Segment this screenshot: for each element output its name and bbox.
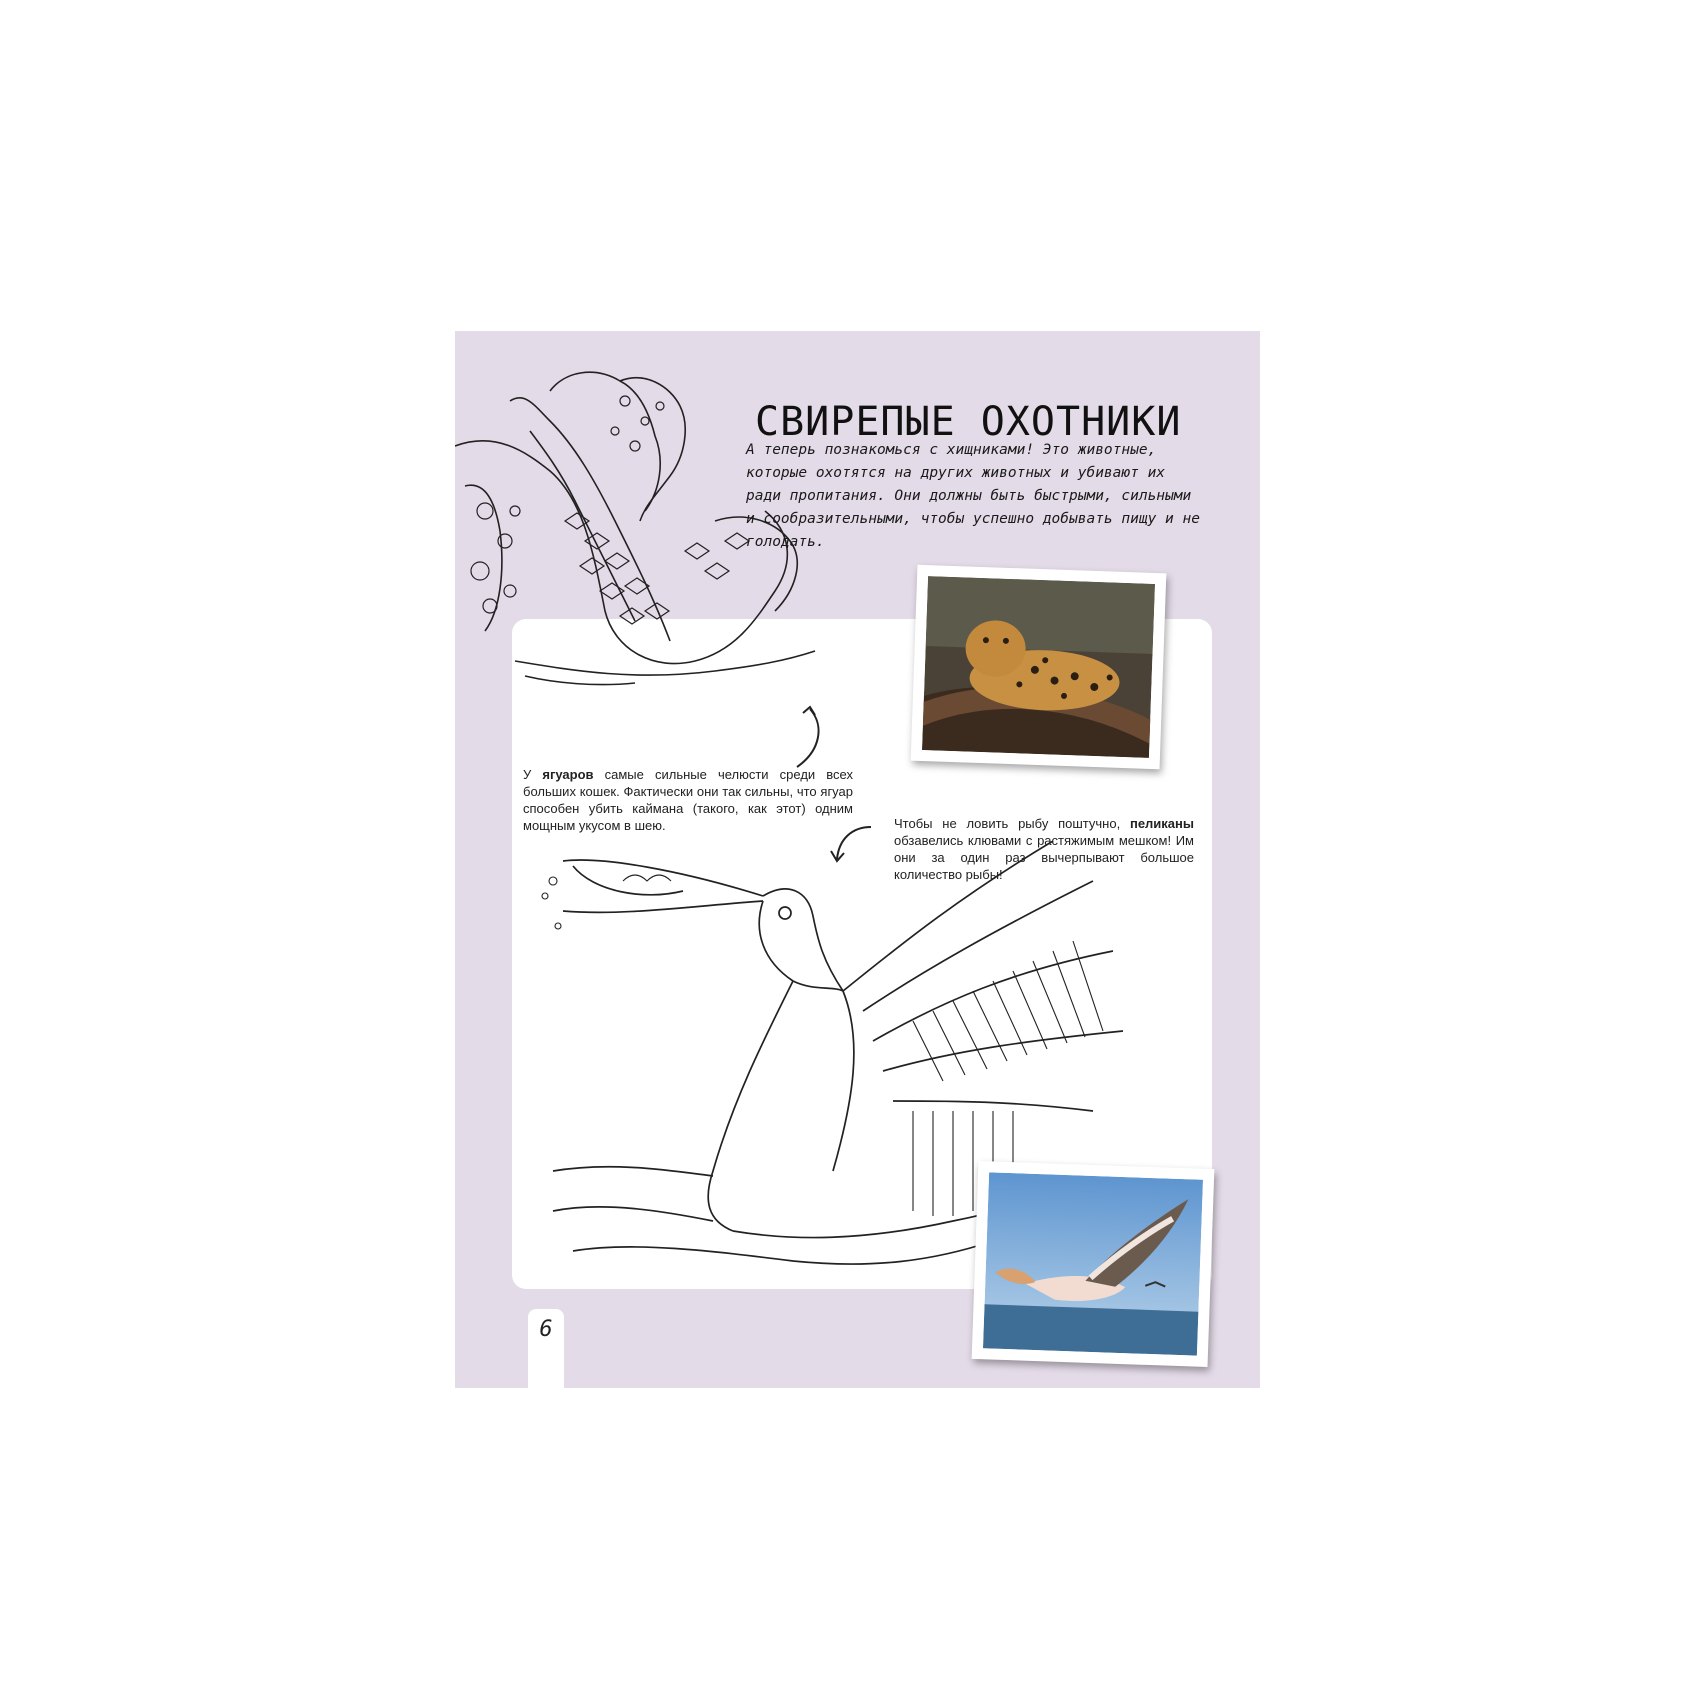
page-title: СВИРЕПЫЕ ОХОТНИКИ	[755, 399, 1182, 445]
page-number-tab	[528, 1309, 564, 1388]
book-page	[455, 331, 1260, 1388]
jaguar-photo	[911, 565, 1167, 770]
jaguar-caption	[523, 766, 853, 834]
intro-text: А теперь познакомься с хищниками! Это животные, которые охотятся на других животных и убивают их ради пропитания. Они должны быть быстрыми, сильными и сообразительными, чтобы успешно добывать пищу и не голодать.	[746, 442, 1200, 550]
pelican-photo	[972, 1161, 1215, 1367]
pelican-caption-after: обзавелись клювами с растяжимым мешком! Им они за один раз вычерпывают большое количество рыбы!	[894, 833, 1194, 882]
curved-arrow-icon	[785, 701, 835, 771]
page-number: 6	[539, 1317, 553, 1342]
jaguar-caption-before: У	[523, 767, 543, 782]
jaguar-caption-after: самые сильные челюсти среди всех больших кошек. Фактически они так сильны, что ягуар способен убить каймана (такого, как этот) одним мощным укусом в шею.	[523, 767, 853, 833]
pelican-caption-bold: пеликаны	[1129, 816, 1194, 831]
pelican-caption-before: Чтобы не ловить рыбу поштучно,	[894, 816, 1130, 831]
jaguar-caption-bold: ягуаров	[542, 767, 594, 782]
